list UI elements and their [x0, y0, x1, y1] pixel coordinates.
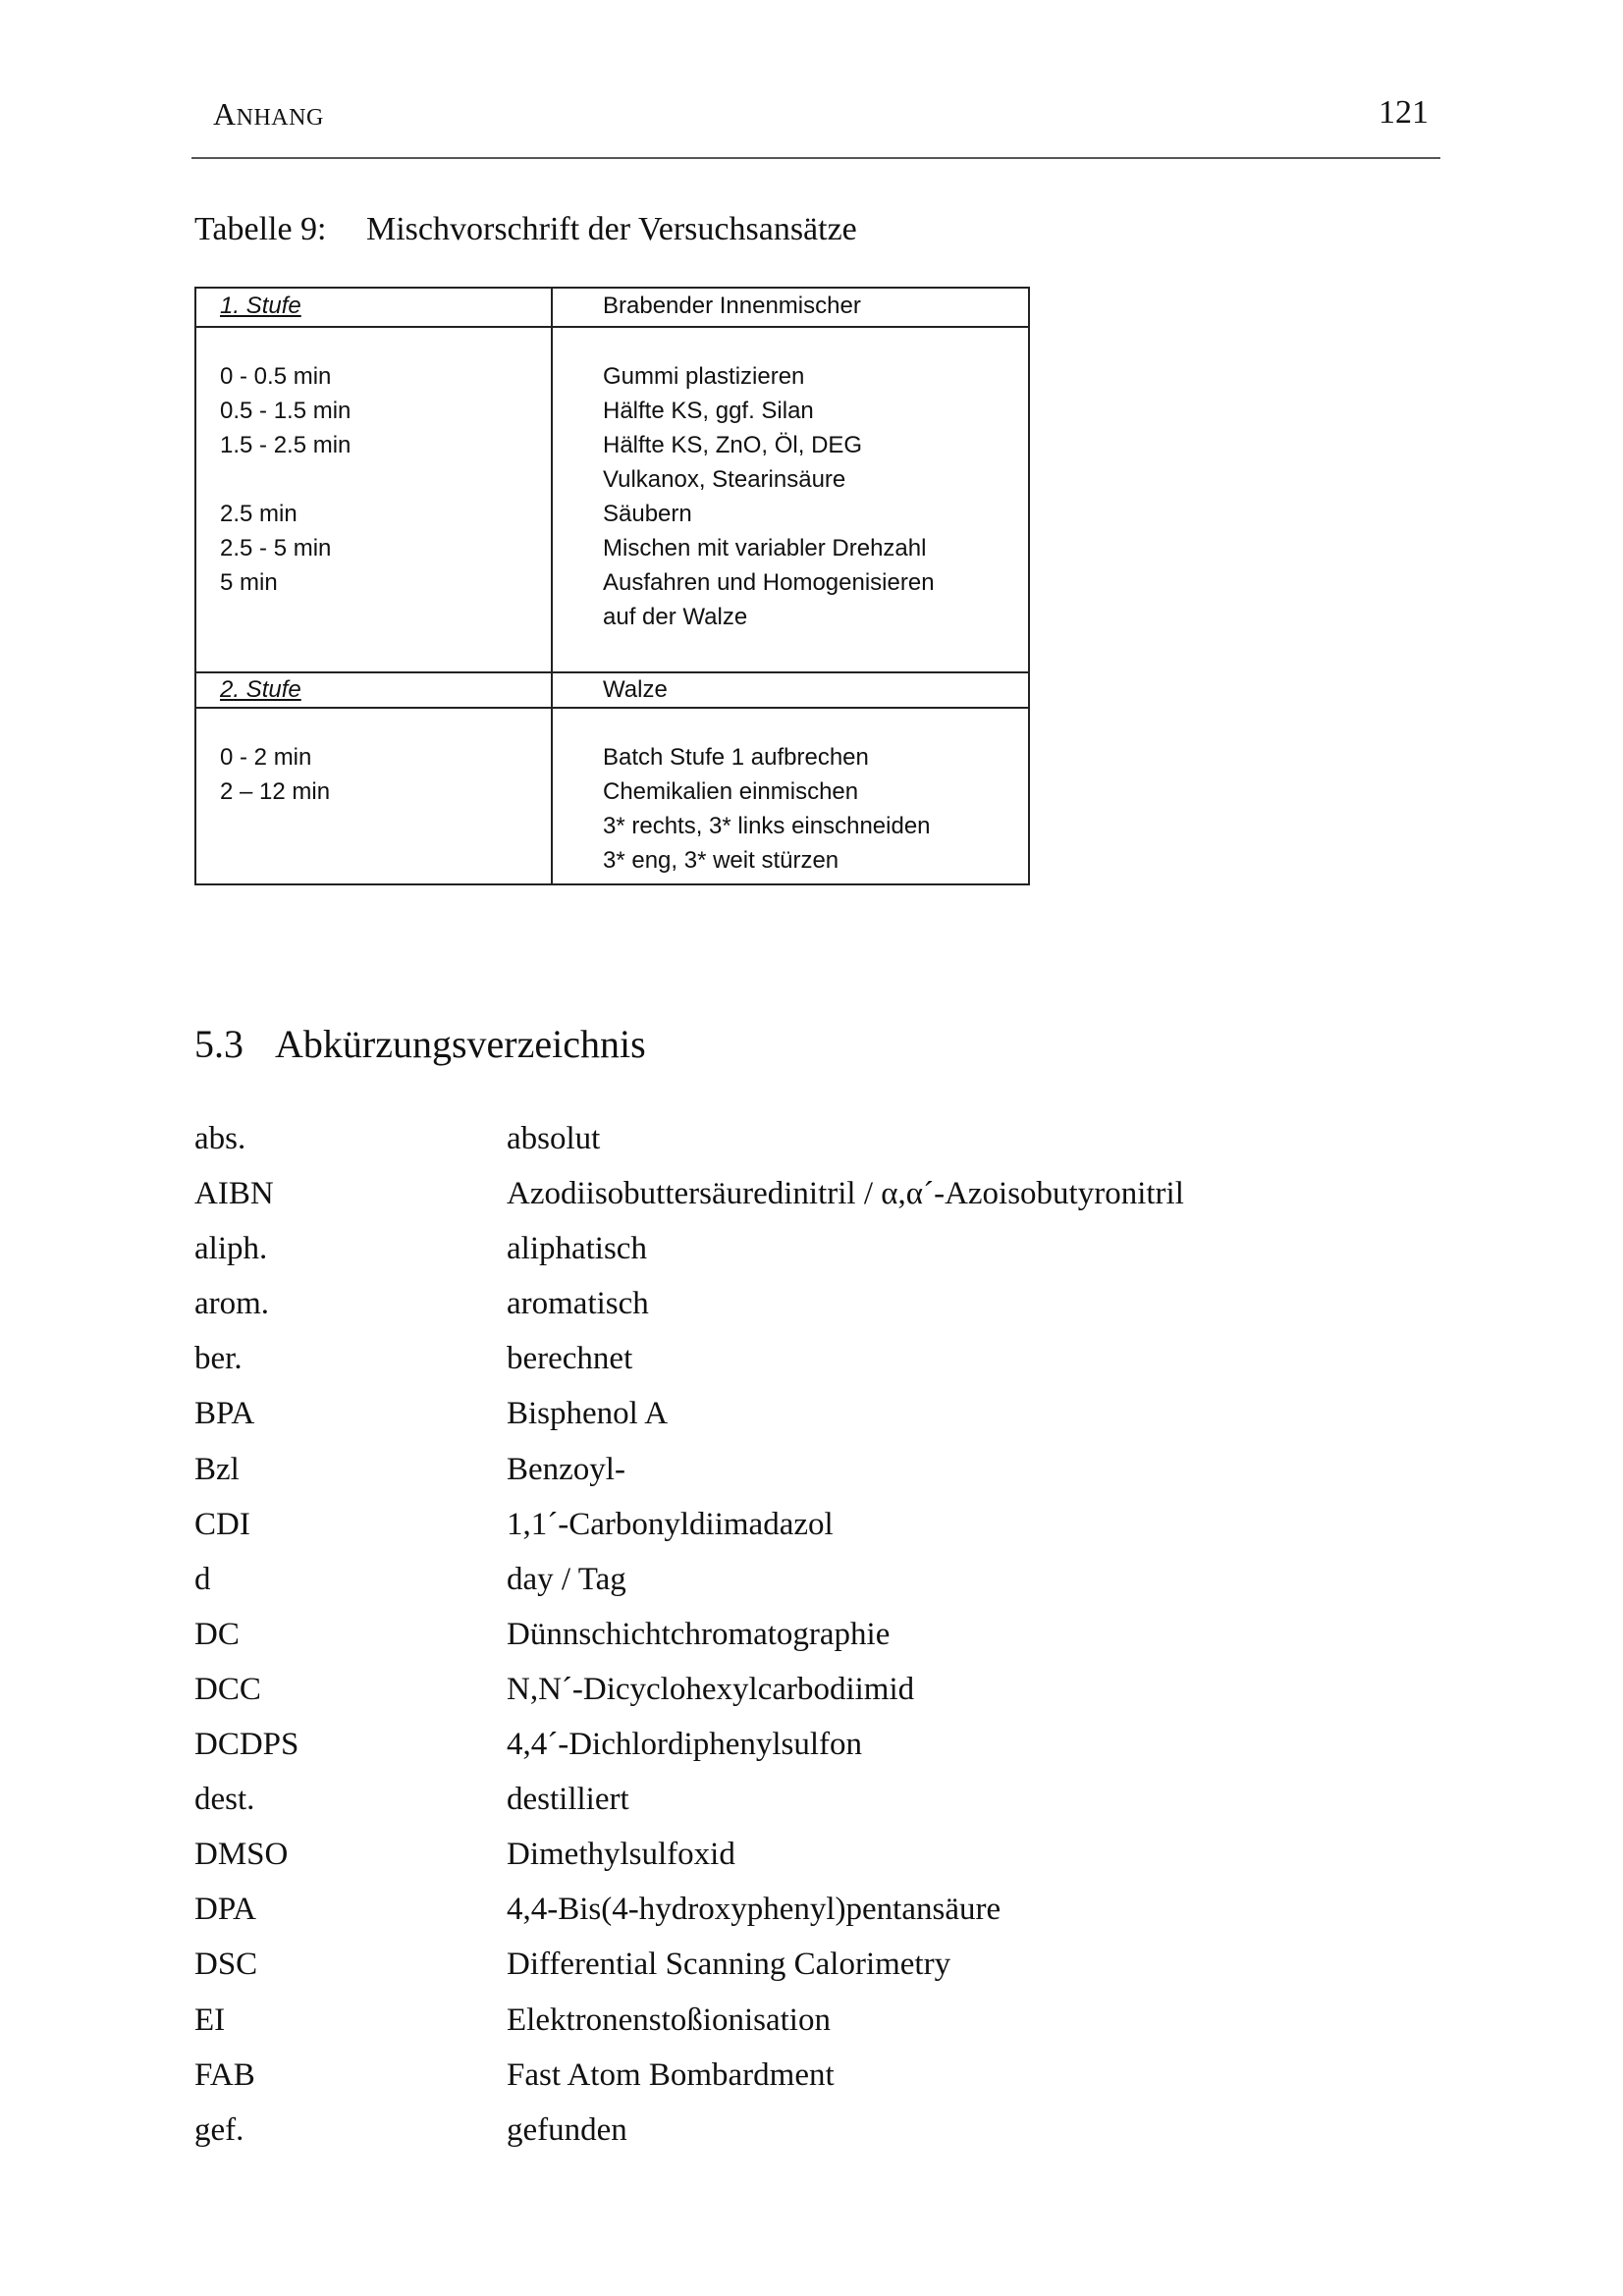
abbreviation-meaning: N,N´-Dicyclohexylcarbodiimid [507, 1671, 915, 1707]
abbreviation-row [194, 1174, 1373, 1229]
abbreviation-meaning: Bisphenol A [507, 1396, 669, 1432]
abbreviation-meaning: gefunden [507, 2111, 627, 2148]
stage1-steps: Gummi plastizieren Hälfte KS, ggf. Silan Hälfte KS, ZnO, Öl, DEG Vulkanox, Stearinsäure Säubern Mischen mit variabler Drehzahl Ausfahren und Homogenisieren auf der Walze [603, 363, 935, 630]
abbreviation-term: Bzl [194, 1451, 240, 1487]
abbreviation-term: DCC [194, 1671, 261, 1707]
abbreviation-row [194, 2001, 1373, 2056]
abbreviation-term: gef. [194, 2111, 244, 2148]
abbreviation-meaning: destilliert [507, 1782, 629, 1818]
stage2-device: Walze [603, 676, 668, 703]
section-number: 5.3 [194, 1022, 243, 1066]
stage2-label: 2. Stufe [220, 676, 301, 703]
abbreviation-row [194, 1670, 1373, 1725]
abbreviation-term: ber. [194, 1341, 243, 1377]
page-number: 121 [1379, 94, 1429, 131]
abbreviation-row [194, 1725, 1373, 1780]
table-caption-label: Tabelle 9: [194, 211, 327, 247]
abbreviation-row [194, 1339, 1373, 1394]
abbreviation-row [194, 2056, 1373, 2110]
abbreviation-row [194, 1450, 1373, 1505]
abbreviation-row [194, 2110, 1373, 2165]
abbreviation-row [194, 1119, 1373, 1174]
abbreviation-meaning: Differential Scanning Calorimetry [507, 1947, 951, 1983]
table-caption-title: Mischvorschrift der Versuchsansätze [366, 211, 857, 247]
abbreviation-term: CDI [194, 1506, 250, 1542]
abbreviation-row [194, 1505, 1373, 1560]
abbreviation-meaning: Dimethylsulfoxid [507, 1837, 735, 1873]
abbreviation-row [194, 1780, 1373, 1835]
abbreviation-meaning: day / Tag [507, 1561, 626, 1597]
abbreviation-meaning: Elektronenstoßionisation [507, 2002, 831, 2038]
abbreviation-meaning: Dünnschichtchromatographie [507, 1616, 891, 1652]
abbreviation-meaning: aliphatisch [507, 1231, 647, 1267]
abbreviation-list [194, 1119, 1373, 2165]
abbreviation-meaning: berechnet [507, 1341, 633, 1377]
abbreviation-meaning: Benzoyl- [507, 1451, 625, 1487]
abbreviation-term: abs. [194, 1121, 246, 1156]
table-row-divider [196, 707, 1028, 709]
abbreviation-row [194, 1615, 1373, 1670]
table-column-divider [551, 289, 553, 883]
abbreviation-term: arom. [194, 1286, 270, 1322]
abbreviation-term: aliph. [194, 1231, 268, 1267]
page-header [191, 94, 1440, 159]
abbreviation-row [194, 1560, 1373, 1615]
abbreviation-row [194, 1945, 1373, 2000]
abbreviation-term: EI [194, 2002, 226, 2038]
abbreviation-meaning: 4,4´-Dichlordiphenylsulfon [507, 1727, 863, 1763]
abbreviation-row [194, 1284, 1373, 1339]
abbreviation-term: DMSO [194, 1837, 289, 1873]
section-heading [194, 1021, 646, 1067]
abbreviation-term: DSC [194, 1947, 258, 1983]
stage1-times: 0 - 0.5 min 0.5 - 1.5 min 1.5 - 2.5 min 2.5 min 2.5 - 5 min 5 min [220, 363, 352, 596]
stage1-device: Brabender Innenmischer [603, 293, 861, 319]
abbreviation-term: DCDPS [194, 1727, 299, 1763]
table-row-divider [196, 326, 1028, 328]
stage2-times: 0 - 2 min 2 – 12 min [220, 744, 331, 805]
stage1-label: 1. Stufe [220, 293, 301, 319]
abbreviation-term: DPA [194, 1892, 256, 1928]
table-caption [194, 211, 857, 248]
abbreviation-term: BPA [194, 1396, 255, 1432]
abbreviation-term: d [194, 1561, 211, 1597]
stage2-steps: Batch Stufe 1 aufbrechen Chemikalien einmischen 3* rechts, 3* links einschneiden 3* eng, 3* weit stürzen [603, 744, 931, 874]
abbreviation-row [194, 1835, 1373, 1890]
abbreviation-meaning: absolut [507, 1121, 601, 1156]
running-head-initial: A [213, 96, 237, 132]
section-title: Abkürzungsverzeichnis [275, 1022, 646, 1066]
abbreviation-term: AIBN [194, 1176, 274, 1212]
abbreviation-term: FAB [194, 2056, 255, 2093]
abbreviation-row [194, 1890, 1373, 1945]
abbreviation-term: DC [194, 1616, 240, 1652]
running-head-rest: NHANG [236, 105, 324, 131]
abbreviation-meaning: 1,1´-Carbonyldiimadazol [507, 1506, 834, 1542]
running-head [213, 96, 324, 133]
abbreviation-term: dest. [194, 1782, 255, 1818]
abbreviation-row [194, 1394, 1373, 1449]
abbreviation-meaning: Azodiisobuttersäuredinitril / α,α´-Azoisobutyronitril [507, 1176, 1184, 1212]
abbreviation-row [194, 1229, 1373, 1284]
mixing-table [194, 287, 1030, 885]
abbreviation-meaning: 4,4-Bis(4-hydroxyphenyl)pentansäure [507, 1892, 1001, 1928]
abbreviation-meaning: aromatisch [507, 1286, 649, 1322]
abbreviation-meaning: Fast Atom Bombardment [507, 2056, 835, 2093]
